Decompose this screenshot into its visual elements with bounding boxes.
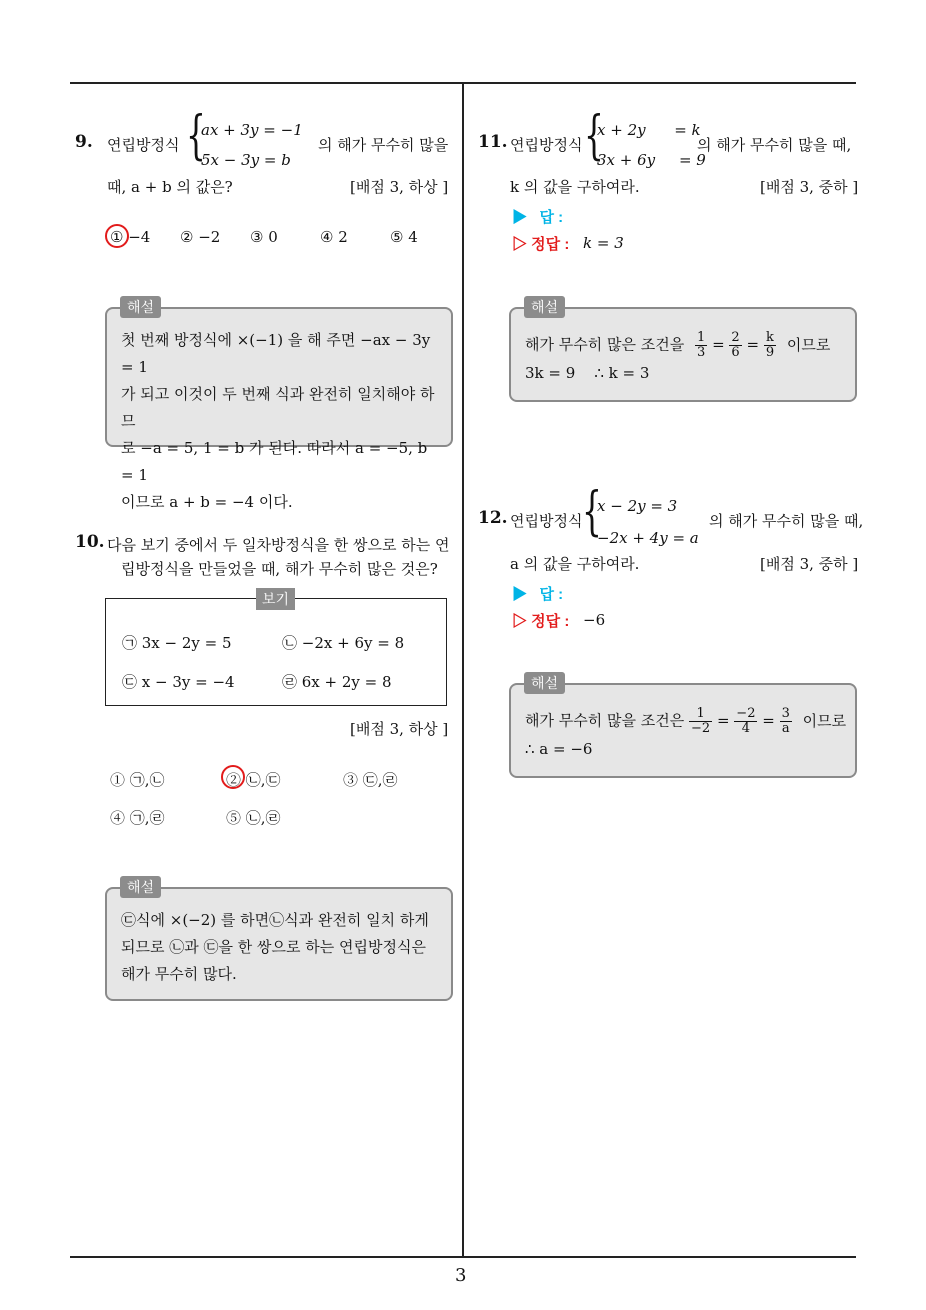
choice-4[interactable]: ④ ㉠,㉣ [110, 809, 165, 827]
brace-icon: { [582, 482, 602, 542]
score-meta: [배점 3, 하상 ] [350, 720, 449, 738]
choice-1[interactable]: ① −4 [110, 228, 151, 246]
choice-2[interactable]: ② ㉡,㉢ [226, 771, 281, 789]
choice-1[interactable]: ① ㉠,㉡ [110, 771, 165, 789]
explanation-tag: 해설 [524, 672, 565, 694]
bogi-item-3: ㉢ x − 3y = −4 [122, 673, 235, 691]
question-suffix: 의 해가 무수히 많을 때, [697, 136, 852, 154]
explanation-line: 되므로 ㉡과 ㉢을 한 쌍으로 하는 연립방정식은 [121, 938, 426, 956]
explanation-tag: 해설 [120, 876, 161, 898]
equation-2: −2x + 4y = a [597, 529, 699, 547]
score-meta: [배점 3, 중하 ] [760, 178, 859, 196]
answer-label: ▶ 답 : [512, 586, 564, 603]
correct-answer-label: ▷ 정답 : [512, 236, 570, 253]
bottom-rule [70, 1256, 856, 1258]
equation-1: ax + 3y = −1 [201, 121, 303, 139]
correct-answer-label: ▷ 정답 : [512, 613, 570, 630]
question-number: 12. [478, 508, 508, 528]
choice-5[interactable]: ⑤ ㉡,㉣ [226, 809, 281, 827]
correct-answer-value: −6 [583, 611, 606, 629]
fraction: $\frac{-2}{4}$ [736, 706, 756, 736]
explanation-line: 이므로 a + b = −4 이다. [121, 493, 293, 511]
question-number: 9. [75, 132, 93, 152]
fraction: $\frac{2}{6}$ [731, 330, 740, 360]
explanation-line: 가 되고 이것이 두 번째 식과 완전히 일치해야 하므 [121, 385, 435, 430]
explanation-line: 첫 번째 방정식에 ×(−1) 을 해 주면 −ax − 3y = 1 [121, 331, 431, 376]
explanation-pre: 해가 무수히 많은 조건을 [525, 335, 685, 354]
score-meta: [배점 3, 중하 ] [760, 555, 859, 573]
question-suffix: 의 해가 무수히 많을 [318, 136, 449, 154]
explanation-line: 해가 무수히 많을 조건은 $\frac{1}{-2}$ = $\frac{-2}{4}$ = $\frac{3}{a}$ 이므로 [525, 706, 847, 736]
question-line-2: 때, a + b 의 값은? [107, 178, 233, 196]
question-prefix: 연립방정식 [510, 512, 583, 530]
explanation-box [105, 887, 453, 1001]
question-line-2: 립방정식을 만들었을 때, 해가 무수히 많은 것은? [121, 560, 438, 578]
question-prefix: 연립방정식 [107, 136, 180, 154]
fraction: $\frac{k}{9}$ [765, 330, 775, 360]
explanation-line: ㉢식에 ×(−2) 를 하면㉡식과 완전히 일치 하게 [121, 911, 429, 929]
brace-icon: { [584, 106, 604, 166]
equation-2: 3x + 6y = 9 [597, 151, 706, 169]
choice-4[interactable]: ④ 2 [320, 228, 348, 246]
answer-label: ▶ 답 : [512, 209, 564, 226]
explanation-box [105, 307, 453, 511]
question-line-2: k 의 값을 구하여라. [510, 178, 640, 196]
bogi-item-4: ㉣ 6x + 2y = 8 [282, 673, 392, 691]
explanation-box [509, 683, 857, 778]
explanation-box [509, 307, 857, 402]
explanation-post: 이므로 [786, 335, 831, 354]
explanation-line: ∴ a = −6 [525, 740, 593, 758]
column-divider [462, 82, 464, 1258]
explanation-line: 로 −a = 5, 1 = b 가 된다. 따라서 a = −5, b = 1 [121, 439, 428, 484]
fraction: $\frac{1}{-2}$ [691, 706, 711, 736]
question-number: 10. [75, 532, 105, 552]
correct-answer-value: k = 3 [583, 234, 624, 252]
brace-icon: { [186, 106, 206, 166]
equation-2: 5x − 3y = b [201, 151, 291, 169]
explanation-post: 이므로 [802, 711, 847, 730]
explanation-line: 해가 무수히 많다. [121, 965, 237, 983]
explanation-line: 3k = 9 ∴ k = 3 [525, 364, 650, 382]
equation-1: x − 2y = 3 [597, 497, 678, 515]
explanation-tag: 해설 [524, 296, 565, 318]
choice-3[interactable]: ③ ㉢,㉣ [343, 771, 398, 789]
bogi-item-2: ㉡ −2x + 6y = 8 [282, 634, 405, 652]
score-meta: [배점 3, 하상 ] [350, 178, 449, 196]
question-suffix: 의 해가 무수히 많을 때, [709, 512, 864, 530]
choice-2[interactable]: ② −2 [180, 228, 221, 246]
equation-1: x + 2y = k [597, 121, 701, 139]
choice-3[interactable]: ③ 0 [250, 228, 278, 246]
page-number: 3 [455, 1265, 467, 1286]
explanation-tag: 해설 [120, 296, 161, 318]
fraction: $\frac{3}{a}$ [781, 706, 790, 736]
fraction: $\frac{1}{3}$ [697, 330, 706, 360]
choice-5[interactable]: ⑤ 4 [390, 228, 418, 246]
question-line-2: a 의 값을 구하여라. [510, 555, 640, 573]
bogi-item-1: ㉠ 3x − 2y = 5 [122, 634, 232, 652]
explanation-line: 해가 무수히 많은 조건을 $\frac{1}{3}$ = $\frac{2}{6}$ = $\frac{k}{9}$ 이므로 [525, 330, 831, 360]
question-line-1: 다음 보기 중에서 두 일차방정식을 한 쌍으로 하는 연 [107, 536, 450, 554]
question-number: 11. [478, 132, 508, 152]
question-prefix: 연립방정식 [510, 136, 583, 154]
explanation-pre: 해가 무수히 많을 조건은 [525, 711, 685, 730]
bogi-tag: 보기 [256, 588, 295, 610]
